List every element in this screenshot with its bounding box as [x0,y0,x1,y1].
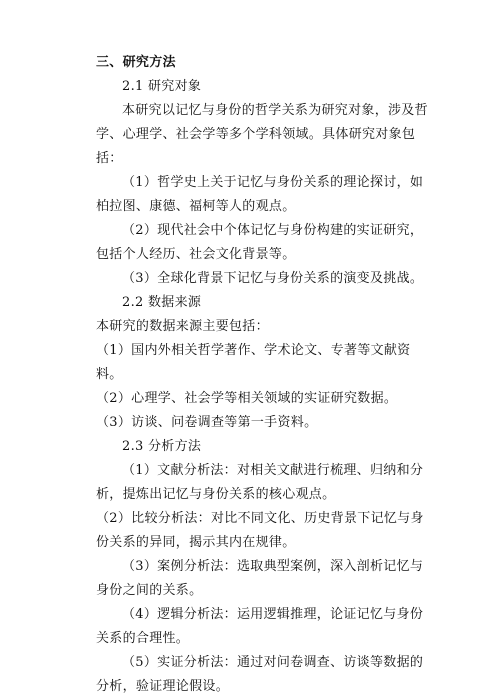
section-title: 三、研究方法 [96,55,176,70]
list-item: （1）国内外相关哲学著作、学术论文、专著等文献资料。 [96,343,411,382]
list-item: （5）实证分析法：通过对问卷调查、访谈等数据的分析，验证理论假设。 [96,655,424,694]
subsection-heading-research-object: 2.1 研究对象 [122,79,202,94]
list-item: （3）案例分析法：选取典型案例，深入剖析记忆与身份之间的关系。 [96,559,424,598]
list-item: （4）逻辑分析法：运用逻辑推理，论证记忆与身份关系的合理性。 [96,607,424,646]
subsection-heading-data-source: 2.2 数据来源 [122,295,202,310]
list-item: （3）访谈、问卷调查等第一手资料。 [96,415,318,430]
paragraph-data-source-intro: 本研究的数据来源主要包括： [96,319,269,334]
document-body [96,51,436,699]
paragraph-research-object-intro: 本研究以记忆与身份的哲学关系为研究对象，涉及哲学、心理学、社会学等多个学科领域。具体研究对象包括： [96,103,428,166]
list-item: （2）比较分析法：对比不同文化、历史背景下记忆与身份关系的异同，揭示其内在规律。 [96,511,424,550]
subsection-heading-analysis-method: 2.3 分析方法 [122,439,202,454]
list-item: （3）全球化背景下记忆与身份关系的演变及挑战。 [122,271,424,286]
list-item: （1）哲学史上关于记忆与身份关系的理论探讨，如柏拉图、康德、福柯等人的观点。 [96,175,424,214]
list-item: （2）现代社会中个体记忆与身份构建的实证研究，包括个人经历、社会文化背景等。 [96,223,424,262]
list-item: （2）心理学、社会学等相关领域的实证研究数据。 [96,391,398,406]
list-item: （1）文献分析法：对相关文献进行梳理、归纳和分析，提炼出记忆与身份关系的核心观点。 [96,463,424,502]
